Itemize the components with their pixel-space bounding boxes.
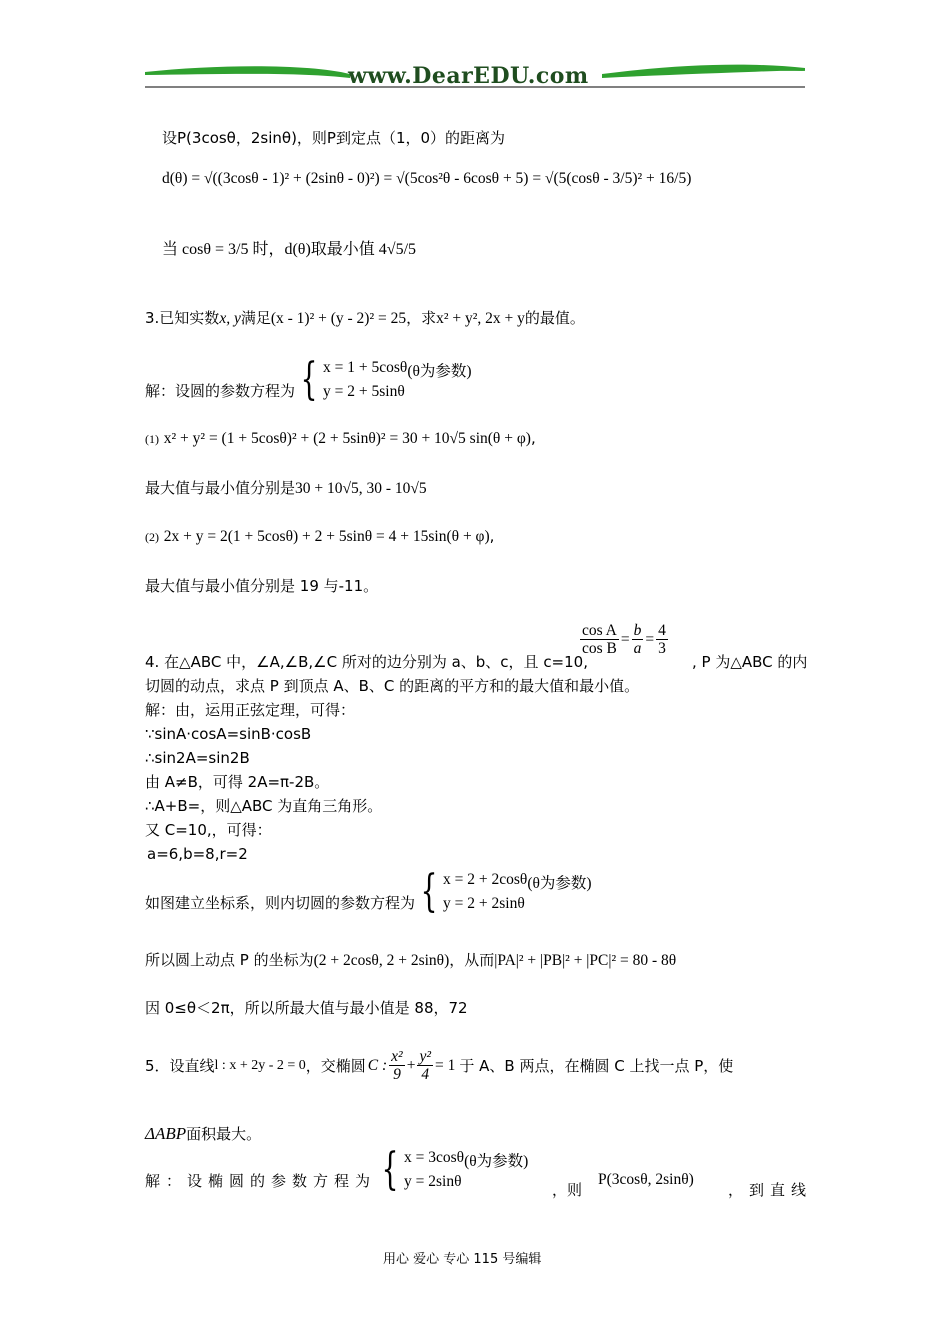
q3-part2-tail: , <box>489 527 495 545</box>
q3-part1 <box>145 428 536 449</box>
q4-line4: ∵sinA·cosA=sinB·cosB <box>145 725 312 743</box>
q4-param-note: (θ为参数) <box>527 875 592 892</box>
q5-ellipse-den2: 4 <box>421 1066 430 1083</box>
q4-coords <box>145 950 676 971</box>
q3-prompt-d: 的最值。 <box>524 309 585 327</box>
q4-param-system <box>443 868 527 916</box>
q4-line1b: , P 为△ABC 的内 <box>692 653 808 671</box>
q4-line7: ∴A+B=，则△ABC 为直角三角形。 <box>145 797 383 815</box>
q4-line9: a=6,b=8,r=2 <box>147 845 248 863</box>
q4-frac1-den: cos B <box>582 640 617 657</box>
q3-part1-label: (1) <box>145 432 159 446</box>
q3-param-system <box>323 356 407 404</box>
q4-coord-label: 所以圆上动点 P 的坐标为 <box>145 951 314 969</box>
q4-final: 因 0≤θ＜2π，所以所最大值与最小值是 88，72 <box>145 999 468 1017</box>
q4-coord-expr: (2 + 2cosθ, 2 + 2sinθ) <box>313 952 450 969</box>
q5-ellipse-num1: x² <box>391 1048 403 1065</box>
q5-param-y: y = 2sinθ <box>404 1173 462 1190</box>
q3-part2-result: 最大值与最小值分别是 19 与-11。 <box>145 577 379 595</box>
q3-sol-label: 解：设圆的参数方程为 <box>145 382 296 400</box>
q3-part2-label: (2) <box>145 530 159 544</box>
q5-point: P(3cosθ, 2sinθ) <box>598 1171 694 1188</box>
q5-line2-text: 面积最大。 <box>186 1125 262 1143</box>
q5-ellipse-label: C : <box>367 1056 388 1074</box>
block-p-intro: 设P(3cosθ，2sinθ)，则P到定点（1，0）的距离为 <box>162 129 506 147</box>
q3-prompt-a: 3.已知实数 <box>145 309 220 327</box>
q5-line1b: ，交椭圆 <box>305 1056 366 1075</box>
q3-condition: (x - 1)² + (y - 2)² = 25 <box>270 310 407 327</box>
q3-prompt-c: ，求 <box>406 309 437 327</box>
q5-ellipse-den1: 9 <box>393 1066 401 1083</box>
left-swoosh-icon <box>145 66 350 78</box>
q3-prompt <box>145 308 585 329</box>
q5-param-equation: 解：设椭圆的参数方程为 { x = 3cosθ y = 2sinθ (θ为参数) <box>145 1144 529 1195</box>
q4-param-y: y = 2 + 2sinθ <box>443 895 525 912</box>
q5-line1c: 于 A、B 两点，在椭圆 C 上找一点 P，使 <box>459 1056 734 1075</box>
q3-part1-result-values: 30 + 10√5, 30 - 10√5 <box>295 480 427 497</box>
q5-line2 <box>145 1124 261 1144</box>
q4-param-label: 如图建立坐标系，则内切圆的参数方程为 <box>145 894 416 912</box>
q3-param-note: (θ为参数) <box>407 363 472 380</box>
q5-ellipse-num2: y² <box>419 1048 431 1065</box>
q4-ratio: $\frac{\text{cos A}}{\text{cos B}}$ = $\frac{b}{a}$ = $\frac{4}{3}$ <box>582 622 666 657</box>
q3-part2 <box>145 526 494 547</box>
q4-frac3-num: 4 <box>658 622 666 639</box>
q3-param-equation: 解：设圆的参数方程为 { x = 1 + 5cosθ y = 2 + 5sinθ (θ为参数) <box>145 354 472 405</box>
q3-part1-expr: x² + y² = (1 + 5cosθ)² + (2 + 5sinθ)² = 30 + 10√5 sin(θ + φ) <box>163 430 531 447</box>
q4-line1a: 4. 在△ABC 中，∠A,∠B,∠C 所对的边分别为 a、b、c，且 c=10, <box>145 653 588 671</box>
q4-line2: 切圆的动点，求点 P 到顶点 A、B、C 的距离的平方和的最大值和最小值。 <box>145 677 640 695</box>
distance-formula: d(θ) = √((3cosθ - 1)² + (2sinθ - 0)²) = √(5cos²θ - 6cosθ + 5) = √(5(cosθ - 3/5)² + 16/5) <box>162 170 692 187</box>
q5-sol-label: 解：设椭圆的参数方程为 <box>145 1172 377 1190</box>
q4-line3: 解：由，运用正弦定理，可得： <box>145 701 356 719</box>
q5-param-x: x = 3cosθ <box>404 1149 465 1166</box>
q5-sol-end: ，到直线 <box>728 1181 813 1199</box>
right-swoosh-icon <box>602 65 805 78</box>
q4-coord-mid: ，从而 <box>449 951 495 969</box>
q4-line6: 由 A≠B，可得 2A=π-2B。 <box>145 773 330 791</box>
q3-param-y: y = 2 + 5sinθ <box>323 383 405 400</box>
q5-ellipse-rhs: = 1 <box>434 1056 456 1074</box>
q3-part1-tail: , <box>530 429 536 447</box>
q4-param-x: x = 2 + 2cosθ <box>443 871 528 888</box>
q5-sol-mid: ，则 <box>552 1181 583 1199</box>
q5-param-system <box>404 1146 464 1194</box>
q4-coord-sum: |PA|² + |PB|² + |PC|² = 80 - 8θ <box>494 952 677 969</box>
q3-part1-result <box>145 478 427 499</box>
footer-text: 用心 爱心 专心 115 号编辑 <box>383 1252 542 1267</box>
q3-part1-result-label: 最大值与最小值分别是 <box>145 479 296 497</box>
q5-line1a: 5．设直线 <box>145 1056 215 1075</box>
q4-line8: 又 C=10,，可得： <box>145 821 272 839</box>
q3-param-x: x = 1 + 5cosθ <box>323 359 408 376</box>
q3-targets: x² + y², 2x + y <box>436 310 525 327</box>
q5-param-note: (θ为参数) <box>464 1153 529 1170</box>
q4-param-equation: 如图建立坐标系，则内切圆的参数方程为 { x = 2 + 2cosθ y = 2 + 2sinθ (θ为参数) <box>145 866 592 917</box>
min-distance-statement: 当 cosθ = 3/5 时，d(θ)取最小值 4√5/5 <box>162 241 417 258</box>
q3-vars: x, y <box>219 310 241 327</box>
q4-frac1-num: cos A <box>582 622 617 639</box>
q3-prompt-b: 满足 <box>240 309 271 327</box>
q5-line1: 5．设直线 l : x + 2y - 2 = 0 ，交椭圆 C : $\frac{\text{x²}}{9}$ + $\frac{\text{y²}}{4}$ = 1 于 A、B 两点，在椭圆 C 上找一点 P，使 <box>145 1048 734 1083</box>
q4-frac2-num: b <box>633 622 642 639</box>
q5-line-eq: l : x + 2y - 2 = 0 <box>214 1057 306 1073</box>
q4-line5: ∴sin2A=sin2B <box>145 749 250 767</box>
logo-text: www.DearEDU.com <box>348 63 589 89</box>
q4-frac2-den: a <box>633 640 642 657</box>
q4-frac3-den: 3 <box>658 640 666 657</box>
q5-triangle: ΔABP <box>145 1124 187 1143</box>
q3-part2-expr: 2x + y = 2(1 + 5cosθ) + 2 + 5sinθ = 4 + 15sin(θ + φ) <box>163 528 490 545</box>
